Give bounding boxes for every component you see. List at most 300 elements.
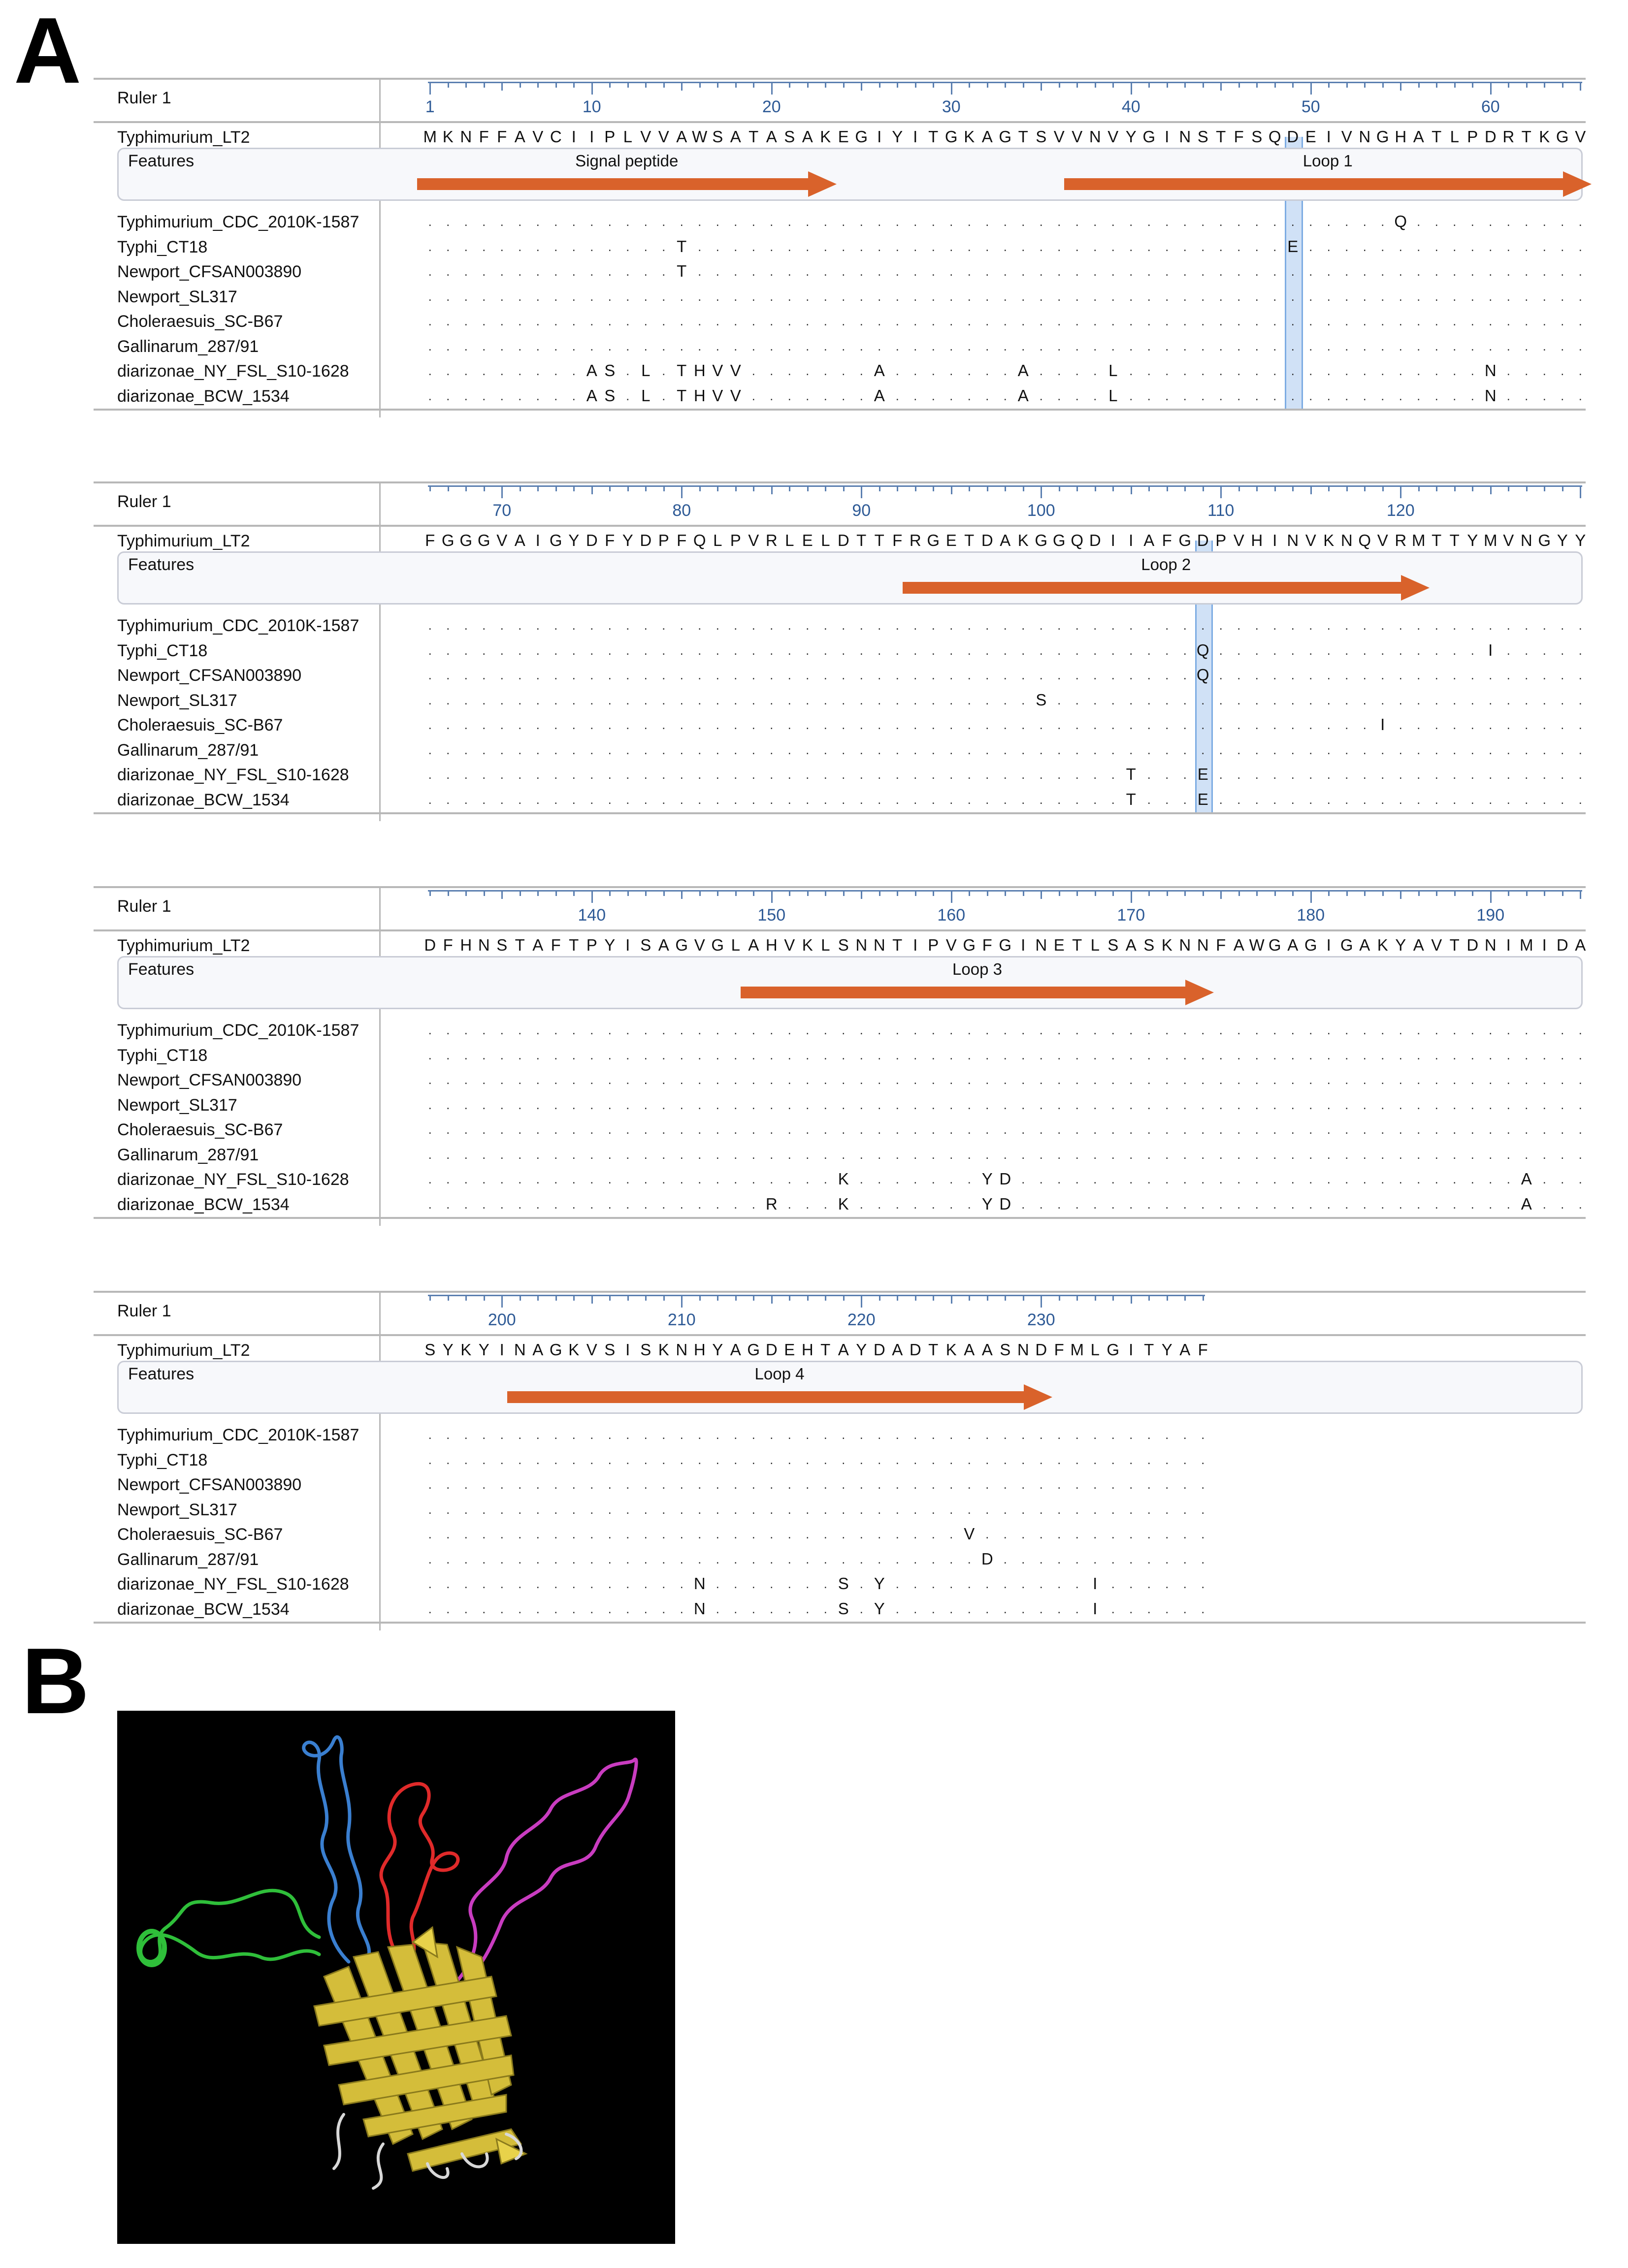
identical-residue: . — [1093, 717, 1097, 732]
identical-residue: . — [680, 1172, 684, 1186]
identical-residue: . — [644, 1551, 648, 1566]
identical-residue: . — [842, 1452, 846, 1467]
identical-residue: . — [536, 1576, 540, 1591]
residue: I — [1542, 936, 1547, 954]
identical-residue: . — [770, 1551, 774, 1566]
strain-label: Typhimurium_CDC_2010K-1587 — [117, 1021, 359, 1040]
identical-residue: . — [931, 1576, 935, 1591]
ruler-tick — [465, 1295, 467, 1301]
residue: T — [1432, 531, 1442, 549]
residue: Y — [568, 531, 580, 549]
identical-residue: . — [464, 642, 468, 658]
identical-residue: . — [842, 668, 846, 682]
ruler-tick — [537, 485, 539, 491]
identical-residue: . — [590, 618, 594, 633]
identical-residue: . — [842, 692, 846, 707]
identical-residue: . — [572, 618, 576, 633]
identical-residue: . — [806, 1097, 810, 1112]
identical-residue: . — [1291, 388, 1295, 403]
identical-residue: . — [518, 314, 522, 328]
identical-residue: . — [698, 288, 702, 304]
identical-residue: . — [1111, 1551, 1115, 1566]
identical-residue: . — [1165, 1427, 1169, 1442]
identical-residue: . — [931, 264, 935, 279]
identical-residue: . — [1147, 264, 1151, 279]
variant-residue: L — [1108, 386, 1118, 405]
ruler-tick — [1472, 890, 1473, 896]
identical-residue: . — [842, 1072, 846, 1087]
identical-residue: . — [608, 618, 612, 633]
identical-residue: . — [482, 642, 486, 658]
identical-residue: . — [518, 214, 522, 229]
variant-residue: A — [1017, 361, 1029, 380]
residue: T — [1432, 128, 1442, 146]
identical-residue: . — [770, 1147, 774, 1162]
identical-residue: . — [1147, 1576, 1151, 1591]
identical-residue: . — [1434, 1022, 1438, 1037]
identical-residue: . — [1129, 314, 1133, 328]
identical-residue: . — [1399, 264, 1402, 279]
identical-residue: . — [1453, 717, 1457, 732]
identical-residue: . — [859, 1022, 863, 1037]
identical-residue: . — [1111, 1097, 1115, 1112]
identical-residue: . — [482, 214, 486, 229]
identical-residue: . — [1129, 1147, 1133, 1162]
identical-residue: . — [500, 692, 504, 707]
identical-residue: . — [1111, 1147, 1115, 1162]
identical-residue: . — [500, 717, 504, 732]
identical-residue: . — [590, 1147, 594, 1162]
identical-residue: . — [734, 1122, 738, 1137]
identical-residue: . — [1506, 1172, 1510, 1186]
ruler-tick — [1238, 890, 1240, 896]
identical-residue: . — [446, 1172, 450, 1186]
feature-arrow-shaft — [903, 582, 1402, 594]
identical-residue: . — [536, 1601, 540, 1616]
identical-residue: . — [787, 1047, 791, 1062]
identical-residue: . — [770, 239, 774, 254]
identical-residue: . — [1129, 642, 1133, 658]
identical-residue: . — [1417, 1072, 1421, 1087]
identical-residue: . — [734, 1527, 738, 1541]
identical-residue: . — [1453, 1047, 1457, 1062]
identical-residue: . — [644, 692, 648, 707]
identical-residue: . — [734, 239, 738, 254]
identical-residue: . — [464, 338, 468, 353]
ruler-tick — [735, 82, 737, 88]
identical-residue: . — [1219, 717, 1223, 732]
identical-residue: . — [428, 338, 432, 353]
variant-residue: K — [838, 1170, 849, 1188]
identical-residue: . — [985, 214, 989, 229]
identical-residue: . — [1021, 1576, 1025, 1591]
identical-residue: . — [967, 388, 971, 403]
identical-residue: . — [446, 1452, 450, 1467]
identical-residue: . — [428, 1147, 432, 1162]
identical-residue: . — [1165, 1172, 1169, 1186]
identical-residue: . — [1021, 642, 1025, 658]
identical-residue: . — [1237, 214, 1241, 229]
identical-residue: . — [464, 1576, 468, 1591]
residue: N — [855, 936, 868, 954]
identical-residue: . — [985, 314, 989, 328]
feature-arrow-shaft — [741, 987, 1186, 998]
identical-residue: . — [1363, 1196, 1367, 1212]
identical-residue: . — [464, 264, 468, 279]
identical-residue: . — [590, 1172, 594, 1186]
identical-residue: . — [1470, 767, 1474, 782]
identical-residue: . — [1470, 388, 1474, 403]
identical-residue: . — [859, 314, 863, 328]
identical-residue: . — [1327, 1022, 1331, 1037]
identical-residue: . — [590, 1477, 594, 1492]
identical-residue: . — [770, 1501, 774, 1517]
identical-residue: . — [590, 1601, 594, 1616]
residue: P — [1467, 128, 1478, 146]
identical-residue: . — [1129, 1122, 1133, 1137]
identical-residue: . — [1578, 314, 1582, 328]
identical-residue: . — [1021, 618, 1025, 633]
residue: V — [945, 936, 957, 954]
variant-residue: K — [838, 1194, 849, 1213]
identical-residue: . — [1255, 742, 1259, 757]
residue: S — [496, 936, 508, 954]
identical-residue: . — [1075, 338, 1079, 353]
identical-residue: . — [482, 692, 486, 707]
identical-residue: . — [931, 692, 935, 707]
identical-residue: . — [626, 1576, 630, 1591]
ruler-tick — [555, 485, 557, 491]
identical-residue: . — [1434, 314, 1438, 328]
identical-residue: . — [428, 1097, 432, 1112]
identical-residue: . — [913, 717, 917, 732]
identical-residue: . — [1057, 742, 1061, 757]
identical-residue: . — [770, 767, 774, 782]
identical-residue: . — [1453, 1196, 1457, 1212]
identical-residue: . — [734, 1022, 738, 1037]
alignment-block — [94, 886, 1586, 1231]
ruler-tick — [1580, 890, 1581, 899]
variant-residue: N — [693, 1599, 706, 1618]
identical-residue: . — [1111, 1172, 1115, 1186]
identical-residue: . — [1399, 288, 1402, 304]
identical-residue: . — [1111, 1072, 1115, 1087]
identical-residue: . — [1237, 338, 1241, 353]
identical-residue: . — [1506, 792, 1510, 807]
identical-residue: . — [949, 214, 953, 229]
identical-residue: . — [1345, 717, 1349, 732]
identical-residue: . — [536, 692, 540, 707]
features-label: Features — [128, 152, 195, 170]
identical-residue: . — [1111, 1122, 1115, 1137]
identical-residue: . — [1111, 1576, 1115, 1591]
identical-residue: . — [895, 1196, 899, 1212]
identical-residue: . — [770, 1576, 774, 1591]
identical-residue: . — [626, 792, 630, 807]
identical-residue: . — [608, 1122, 612, 1137]
identical-residue: . — [1057, 1477, 1061, 1492]
ruler-tick — [1076, 890, 1078, 896]
identical-residue: . — [1578, 388, 1582, 403]
residue: K — [802, 936, 813, 954]
identical-residue: . — [967, 1147, 971, 1162]
identical-residue: . — [913, 314, 917, 328]
identical-residue: . — [590, 1452, 594, 1467]
identical-residue: . — [1561, 288, 1564, 304]
strain-label: Newport_SL317 — [117, 287, 237, 306]
identical-residue: . — [1039, 1172, 1043, 1186]
identical-residue: . — [985, 388, 989, 403]
identical-residue: . — [1506, 1147, 1510, 1162]
identical-residue: . — [554, 1147, 558, 1162]
identical-residue: . — [967, 1047, 971, 1062]
identical-residue: . — [590, 717, 594, 732]
residue: N — [676, 1341, 688, 1359]
identical-residue: . — [751, 618, 755, 633]
ruler-tick — [520, 1295, 521, 1301]
residue: D — [1484, 128, 1497, 146]
identical-residue: . — [859, 1122, 863, 1137]
identical-residue: . — [518, 642, 522, 658]
identical-residue: . — [1453, 264, 1457, 279]
ruler-tick — [1328, 485, 1330, 491]
residue: F — [892, 531, 903, 549]
identical-residue: . — [1147, 1072, 1151, 1087]
identical-residue: . — [806, 618, 810, 633]
residue: D — [837, 531, 849, 549]
identical-residue: . — [1183, 668, 1187, 682]
identical-residue: . — [1003, 1452, 1007, 1467]
residue: M — [1520, 936, 1533, 954]
identical-residue: . — [1489, 668, 1493, 682]
identical-residue: . — [1147, 1551, 1151, 1566]
identical-residue: . — [806, 214, 810, 229]
identical-residue: . — [1201, 1147, 1205, 1162]
identical-residue: . — [1255, 388, 1259, 403]
identical-residue: . — [482, 1147, 486, 1162]
identical-residue: . — [1327, 767, 1331, 782]
identical-residue: . — [1273, 1172, 1277, 1186]
identical-residue: . — [500, 668, 504, 682]
identical-residue: . — [787, 1097, 791, 1112]
residue: D — [640, 531, 652, 549]
identical-residue: . — [878, 1047, 881, 1062]
ruler-tick — [861, 82, 862, 91]
identical-residue: . — [1237, 618, 1241, 633]
identical-residue: . — [985, 1022, 989, 1037]
ruler-tick — [1346, 890, 1348, 896]
identical-residue: . — [1273, 792, 1277, 807]
ruler-tick — [717, 890, 718, 896]
identical-residue: . — [1165, 1551, 1169, 1566]
identical-residue: . — [931, 1122, 935, 1137]
identical-residue: . — [482, 1122, 486, 1137]
identical-residue: . — [464, 1147, 468, 1162]
identical-residue: . — [626, 288, 630, 304]
identical-residue: . — [590, 214, 594, 229]
identical-residue: . — [1021, 767, 1025, 782]
identical-residue: . — [1039, 1122, 1043, 1137]
strain-label: Typhimurium_CDC_2010K-1587 — [117, 616, 359, 635]
identical-residue: . — [1381, 314, 1385, 328]
residue: T — [928, 128, 939, 146]
residue: V — [748, 531, 759, 549]
identical-residue: . — [518, 1551, 522, 1566]
identical-residue: . — [1345, 388, 1349, 403]
identical-residue: . — [1453, 1072, 1457, 1087]
strain-label: Newport_SL317 — [117, 1095, 237, 1115]
identical-residue: . — [1345, 692, 1349, 707]
identical-residue: . — [482, 618, 486, 633]
identical-residue: . — [878, 1452, 881, 1467]
identical-residue: . — [1489, 1047, 1493, 1062]
identical-residue: . — [1237, 388, 1241, 403]
identical-residue: . — [1255, 618, 1259, 633]
identical-residue: . — [1363, 642, 1367, 658]
identical-residue: . — [464, 767, 468, 782]
identical-residue: . — [662, 1501, 666, 1517]
identical-residue: . — [842, 1047, 846, 1062]
identical-residue: . — [1111, 1452, 1115, 1467]
identical-residue: . — [1003, 1601, 1007, 1616]
identical-residue: . — [1219, 239, 1223, 254]
identical-residue: . — [1578, 792, 1582, 807]
identical-residue: . — [842, 767, 846, 782]
identical-residue: . — [572, 1576, 576, 1591]
identical-residue: . — [1345, 363, 1349, 378]
identical-residue: . — [913, 1122, 917, 1137]
identical-residue: . — [1417, 618, 1421, 633]
identical-residue: . — [806, 1452, 810, 1467]
identical-residue: . — [608, 239, 612, 254]
ruler-tick — [1095, 82, 1096, 88]
ruler-tick — [1454, 82, 1456, 88]
identical-residue: . — [878, 1172, 881, 1186]
identical-residue: . — [590, 1122, 594, 1137]
identical-residue: . — [1381, 1172, 1385, 1186]
identical-residue: . — [1327, 1047, 1331, 1062]
ruler-tick — [753, 82, 754, 88]
identical-residue: . — [1057, 1022, 1061, 1037]
identical-residue: . — [1057, 214, 1061, 229]
identical-residue: . — [1183, 742, 1187, 757]
variant-residue: V — [712, 361, 723, 380]
identical-residue: . — [680, 314, 684, 328]
identical-residue: . — [895, 1147, 899, 1162]
ruler-tick — [1076, 485, 1078, 491]
identical-residue: . — [536, 1477, 540, 1492]
identical-residue: . — [554, 692, 558, 707]
identical-residue: . — [895, 338, 899, 353]
identical-residue: . — [680, 1097, 684, 1112]
identical-residue: . — [554, 1601, 558, 1616]
identical-residue: . — [1003, 388, 1007, 403]
identical-residue: . — [985, 1427, 989, 1442]
identical-residue: . — [1417, 1097, 1421, 1112]
identical-residue: . — [985, 239, 989, 254]
identical-residue: . — [1111, 1022, 1115, 1037]
ruler-tick-label: 10 — [582, 97, 601, 116]
identical-residue: . — [1147, 1452, 1151, 1467]
identical-residue: . — [1021, 1501, 1025, 1517]
ruler-tick-label: 210 — [667, 1310, 696, 1329]
identical-residue: . — [1291, 1147, 1295, 1162]
identical-residue: . — [1219, 1147, 1223, 1162]
identical-residue: . — [482, 1072, 486, 1087]
identical-residue: . — [500, 1072, 504, 1087]
identical-residue: . — [1434, 1072, 1438, 1087]
identical-residue: . — [931, 717, 935, 732]
identical-residue: . — [949, 692, 953, 707]
identical-residue: . — [680, 717, 684, 732]
identical-residue: . — [644, 214, 648, 229]
identical-residue: . — [428, 1477, 432, 1492]
ruler-tick — [448, 485, 449, 491]
variant-residue: Y — [874, 1574, 885, 1593]
identical-residue: . — [1345, 1172, 1349, 1186]
identical-residue: . — [1057, 618, 1061, 633]
ruler-tick — [1418, 890, 1420, 896]
identical-residue: . — [1219, 1072, 1223, 1087]
identical-residue: . — [770, 668, 774, 682]
identical-residue: . — [985, 1477, 989, 1492]
identical-residue: . — [1578, 692, 1582, 707]
residue: A — [1287, 936, 1299, 954]
variant-residue: T — [1126, 765, 1136, 783]
identical-residue: . — [698, 692, 702, 707]
identical-residue: . — [1147, 314, 1151, 328]
identical-residue: . — [698, 1452, 702, 1467]
identical-residue: . — [482, 363, 486, 378]
identical-residue: . — [428, 792, 432, 807]
identical-residue: . — [626, 214, 630, 229]
identical-residue: . — [842, 314, 846, 328]
identical-residue: . — [500, 239, 504, 254]
residue: Q — [693, 531, 706, 549]
identical-residue: . — [716, 214, 719, 229]
identical-residue: . — [1578, 717, 1582, 732]
residue: I — [535, 531, 540, 549]
identical-residue: . — [1489, 1072, 1493, 1087]
identical-residue: . — [1147, 1601, 1151, 1616]
variant-residue: T — [677, 262, 687, 280]
identical-residue: . — [554, 1172, 558, 1186]
identical-residue: . — [1201, 1172, 1205, 1186]
identical-residue: . — [662, 1097, 666, 1112]
ruler-tick — [951, 82, 952, 95]
identical-residue: . — [626, 642, 630, 658]
identical-residue: . — [806, 239, 810, 254]
identical-residue: . — [644, 1047, 648, 1062]
identical-residue: . — [931, 1452, 935, 1467]
ruler-tick — [465, 82, 467, 88]
identical-residue: . — [536, 767, 540, 782]
identical-residue: . — [967, 767, 971, 782]
identical-residue: . — [1434, 1097, 1438, 1112]
ruler-tick — [520, 485, 521, 491]
identical-residue: . — [572, 1477, 576, 1492]
identical-residue: . — [716, 792, 719, 807]
identical-residue: . — [1327, 338, 1331, 353]
identical-residue: . — [1273, 363, 1277, 378]
identical-residue: . — [913, 1551, 917, 1566]
identical-residue: . — [806, 314, 810, 328]
identical-residue: . — [662, 1551, 666, 1566]
residue: D — [981, 531, 993, 549]
identical-residue: . — [1327, 1122, 1331, 1137]
identical-residue: . — [1147, 239, 1151, 254]
identical-residue: . — [1561, 1022, 1564, 1037]
